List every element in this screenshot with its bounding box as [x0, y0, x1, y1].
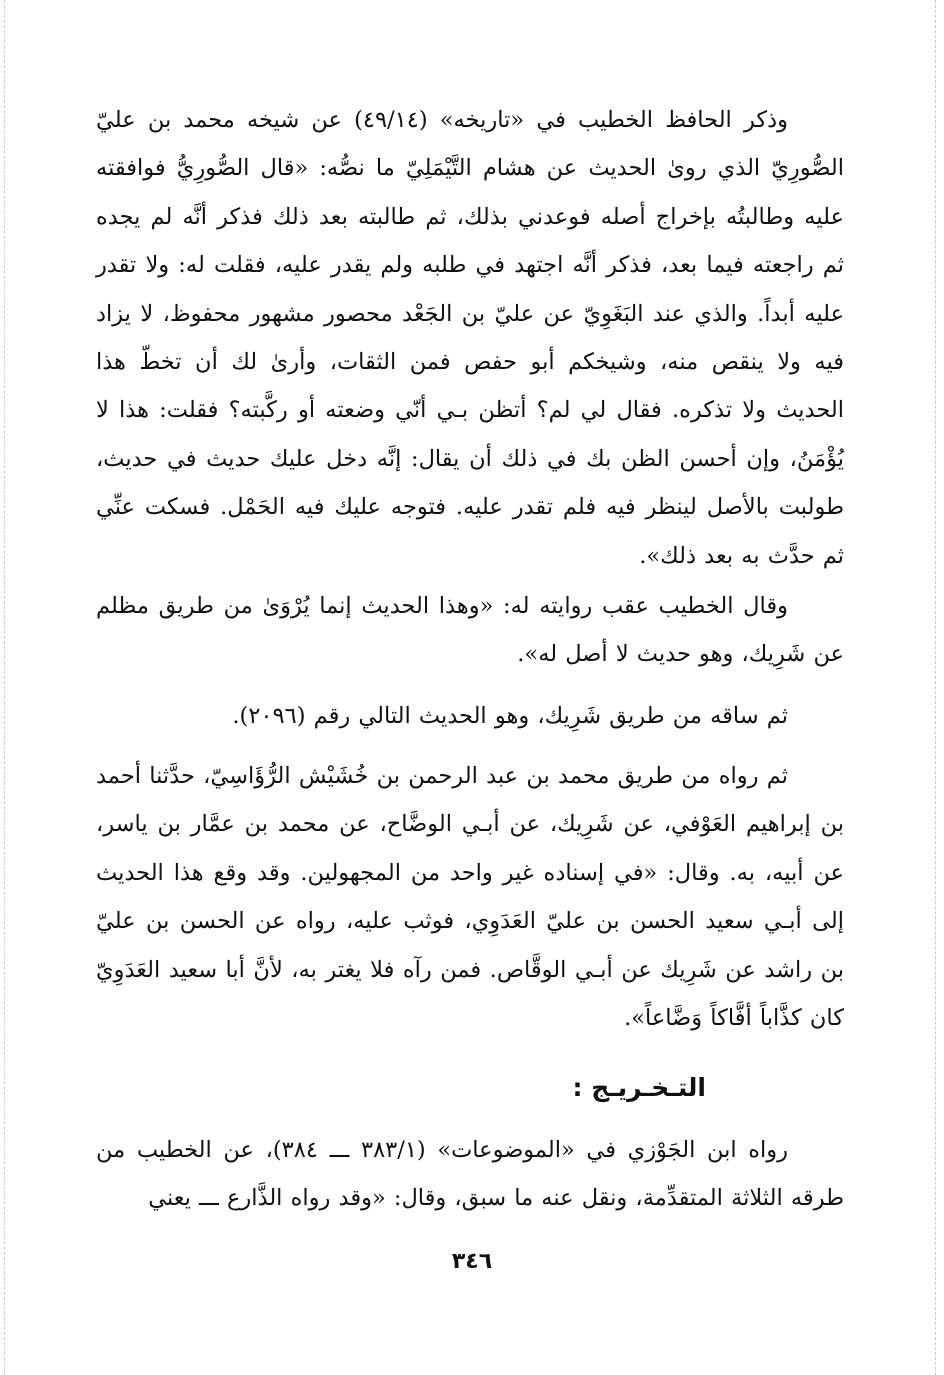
paragraph-sharik-route: ثم ساقه من طريق شَرِيك، وهو الحديث التالي رقم (٢٠٩٦).: [232, 703, 788, 729]
paragraph-khatib-comment: وقال الخطيب عقب روايته له: «وهذا الحديث إنما يُرْوَىٰ من طريق مظلم عن شَرِيك، وهو حديث لا أصل له».: [96, 593, 844, 668]
paragraph-ruasi-route: ثم رواه من طريق محمد بن عبد الرحمن بن خُشَيْش الرُّؤَاسِيّ، حدَّثنا أحمد بن إبراهيم العَوْفي، عن شَرِيك، عن أبـي الوضَّاح، عن محمد بن عمَّار بن ياسر، عن أبيه، به. وقال: «في إسناده غير واحد من المجهولين. وقد وقع هذا الحديث إلى أبـي سعيد الحسن بن عليّ العَدَوِي، فوثب عليه، رواه عن الحسن بن عليّ بن راشد عن شَرِيك عن أبـي الوقَّاص. فمن رآه فلا يغتر به، لأنَّ أبا سعيد العَدَوِيّ كان كذَّاباً أفَّاكاً وَضَّاعاً».: [96, 763, 844, 1032]
paragraph-takhrij: رواه ابن الجَوْزي في «الموضوعات» (٣٨٣/١ ـــ ٣٨٤)، عن الخطيب من طرقه الثلاثة المتقدِّمة، ونقل عنه ما سبق، وقال: «وقد رواه الذَّارع ـــ يعني: [96, 1137, 844, 1212]
section-heading-row: [96, 1064, 844, 1112]
scan-margin-right: [935, 0, 937, 1375]
page-number: ٣٤٦: [451, 1249, 493, 1274]
paragraph-khatib-quote: وذكر الحافظ الخطيب في «تاريخه» (٤٩/١٤) عن شيخه محمد بن عليّ الصُّورِيّ الذي روىٰ الحديث عن هشام التَّيْمَلِيّ ما نصُّه: «قال الصُّورِيُّ فوافقته عليه وطالبتُه بإخراج أصله فوعدني بذلك، ثم طالبته بعد ذلك فذكر أنَّه لم يجده ثم راجعته فيما بعد، فذكر أنَّه اجتهد في طلبه ولم يقدر عليه، فقلت له: ولا تقدر عليه أبداً. والذي عند البَغَوِيّ عن عليّ بن الجَعْد محصور مشهور محفوظ، لا يزاد فيه ولا ينقص منه، وشيخكم أبو حفص فمن الثقات، وأرىٰ لك أن تخطّ هذا الحديث ولا تذكره. فقال لي لم؟ أتظن بـي أنّي وضعته أو ركَّبته؟ فقلت: هذا لا يُؤْمَنُ، وإن أحسن الظن بك في ذلك أن يقال: إنَّه دخل عليك حديث في حديث، طولبت بالأصل لينظر فيه فلم تقدر عليه. فتوجه عليك فيه الحَمْل. فسكت عنِّي ثم حدَّث به بعد ذلك».: [96, 107, 844, 569]
section-heading: التـخـريـج :: [572, 1073, 706, 1102]
scan-margin-left: [4, 0, 6, 1375]
